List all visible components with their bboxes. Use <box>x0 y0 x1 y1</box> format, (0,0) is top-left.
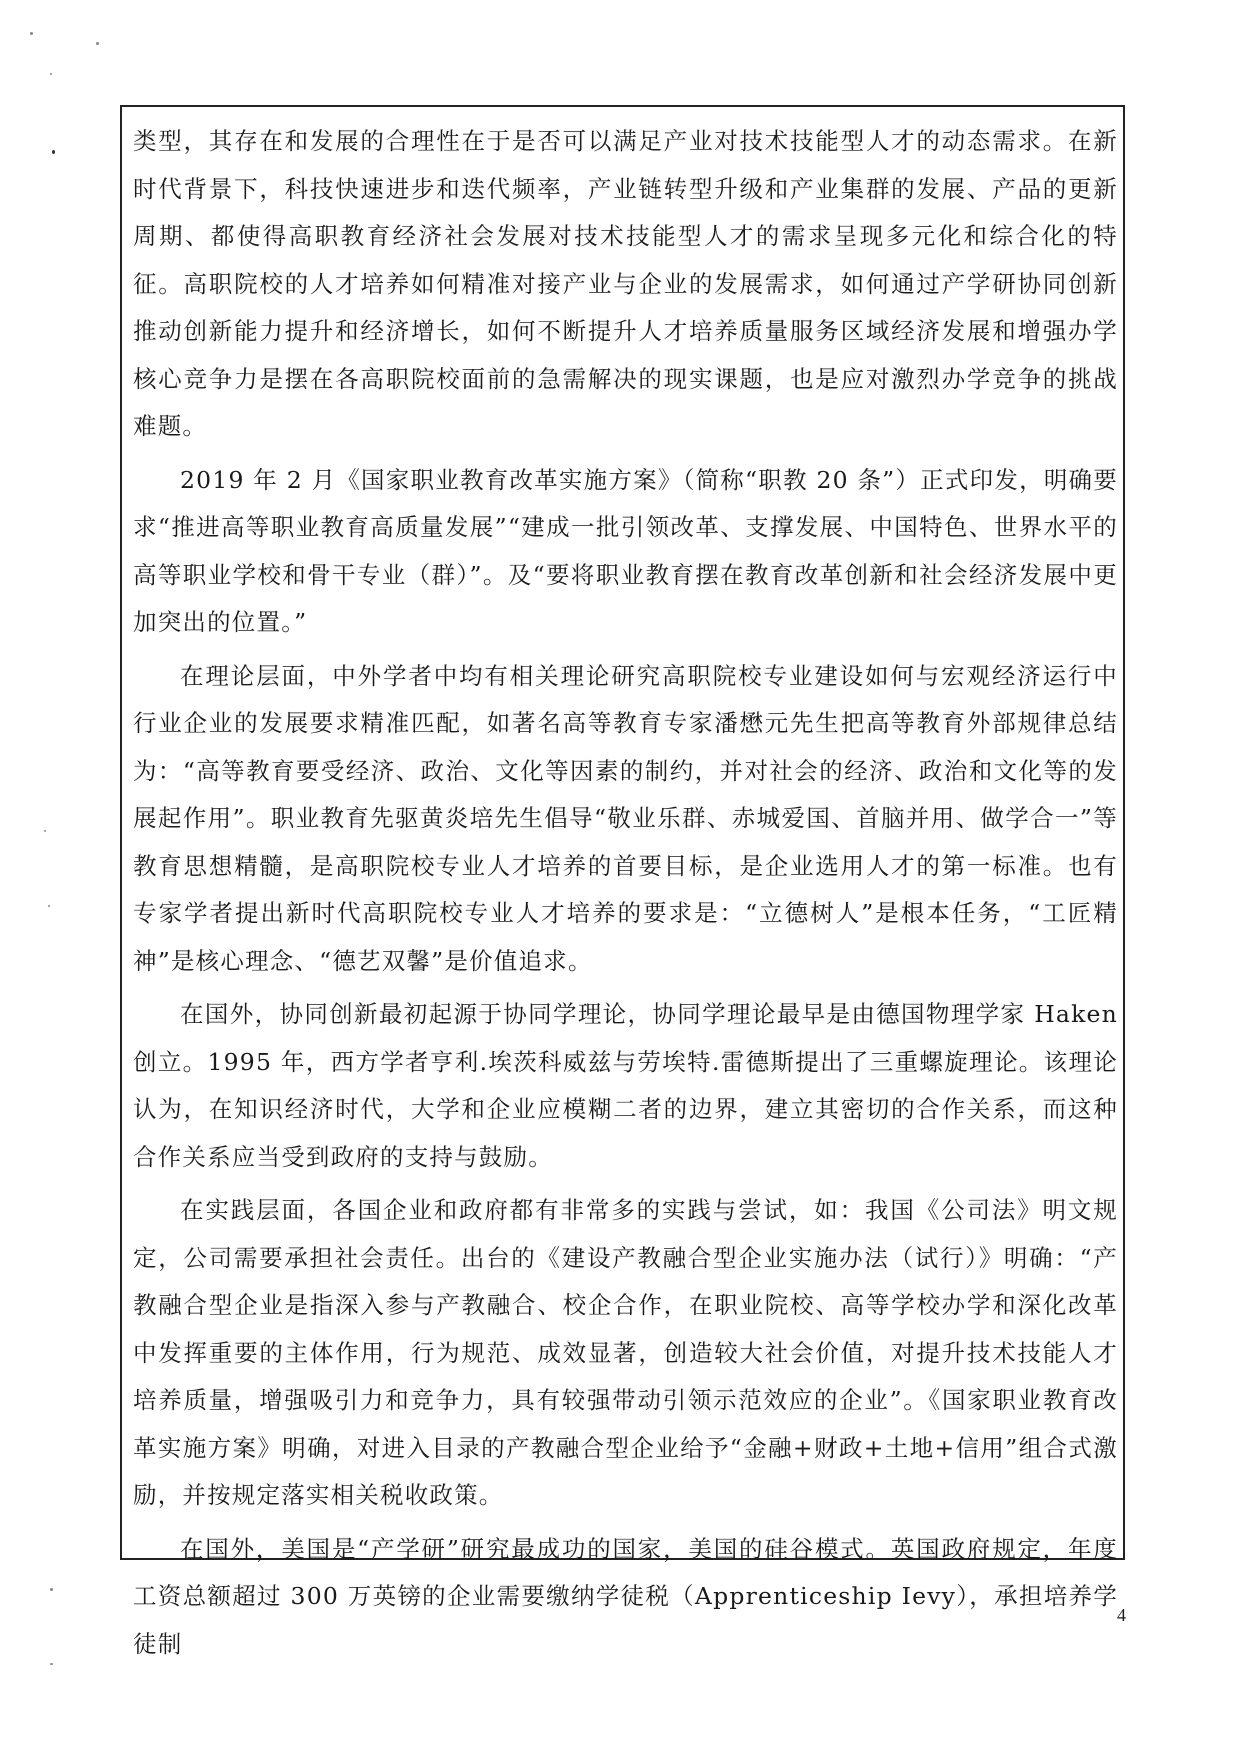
scan-speck <box>52 150 55 154</box>
document-body <box>133 118 1118 1674</box>
paragraph-2: 2019 年 2 月《国家职业教育改革实施方案》（简称“职教 20 条”）正式印发，明确要求“推进高等职业教育高质量发展”“建成一批引领改革、支撑发展、中国特色、世界水平的高等职业学校和骨干专业（群）”。及“要将职业教育摆在教育改革创新和社会经济发展中更加突出的位置。” <box>133 465 1118 636</box>
scan-speck <box>50 73 52 75</box>
paragraph-1: 类型，其存在和发展的合理性在于是否可以满足产业对技术技能型人才的动态需求。在新时代背景下，科技快速进步和迭代频率，产业链转型升级和产业集群的发展、产品的更新周期、都使得高职教育经济社会发展对技术技能型人才的需求呈现多元化和综合化的特征。高职院校的人才培养如何精准对接产业与企业的发展需求，如何通过产学研协同创新推动创新能力提升和经济增长，如何不断提升人才培养质量服务区域经济发展和增强办学核心竞争力是摆在各高职院校面前的急需解决的现实课题，也是应对激烈办学竞争的挑战难题。 <box>133 127 1118 440</box>
scan-speck <box>96 42 99 45</box>
paragraph-3: 在理论层面，中外学者中均有相关理论研究高职院校专业建设如何与宏观经济运行中行业企业的发展要求精准匹配，如著名高等教育专家潘懋元先生把高等教育外部规律总结为：“高等教育要受经济、政治、文化等因素的制约，并对社会的经济、政治和文化等的发展起作用”。职业教育先驱黄炎培先生倡导“敬业乐群、赤城爱国、首脑并用、做学合一”等教育思想精髓，是高职院校专业人才培养的首要目标，是企业选用人才的第一标准。也有专家学者提出新时代高职院校专业人才培养的要求是：“立德树人”是根本任务，“工匠精神”是核心理念、“德艺双馨”是价值追求。 <box>133 661 1118 975</box>
paragraph-6: 在国外，美国是“产学研”研究最成功的国家，美国的硅谷模式。英国政府规定，年度工资总额超过 300 万英镑的企业需要缴纳学徒税（Apprenticeship Ievy），承担培养学徒制 <box>133 1534 1118 1658</box>
paragraph-5: 在实践层面，各国企业和政府都有非常多的实践与尝试，如：我国《公司法》明文规定，公司需要承担社会责任。出台的《建设产教融合型企业实施办法（试行）》明确：“产教融合型企业是指深入参与产教融合、校企合作，在职业院校、高等学校办学和深化改革中发挥重要的主体作用，行为规范、成效显著，创造较大社会价值，对提升技术技能人才培养质量，增强吸引力和竞争力，具有较强带动引领示范效应的企业”。《国家职业教育改革实施方案》明确，对进入目录的产教融合型企业给予“金融+财政+土地+信用”组合式激励，并按规定落实相关税收政策。 <box>133 1196 1118 1509</box>
scan-speck <box>50 1588 53 1591</box>
paragraph-4: 在国外，协同创新最初起源于协同学理论，协同学理论最早是由德国物理学家 Haken 创立。1995 年，西方学者亨利.埃茨科威兹与劳埃特.雷德斯提出了三重螺旋理论。该理论认为，在知识经济时代，大学和企业应模糊二者的边界，建立其密切的合作关系，而这种合作关系应当受到政府的支持与鼓励。 <box>133 1000 1118 1171</box>
scan-speck <box>44 830 46 832</box>
scan-speck <box>50 1663 53 1665</box>
scan-speck <box>48 905 50 907</box>
page-number: 4 <box>1117 1605 1126 1625</box>
scan-speck <box>30 32 33 35</box>
